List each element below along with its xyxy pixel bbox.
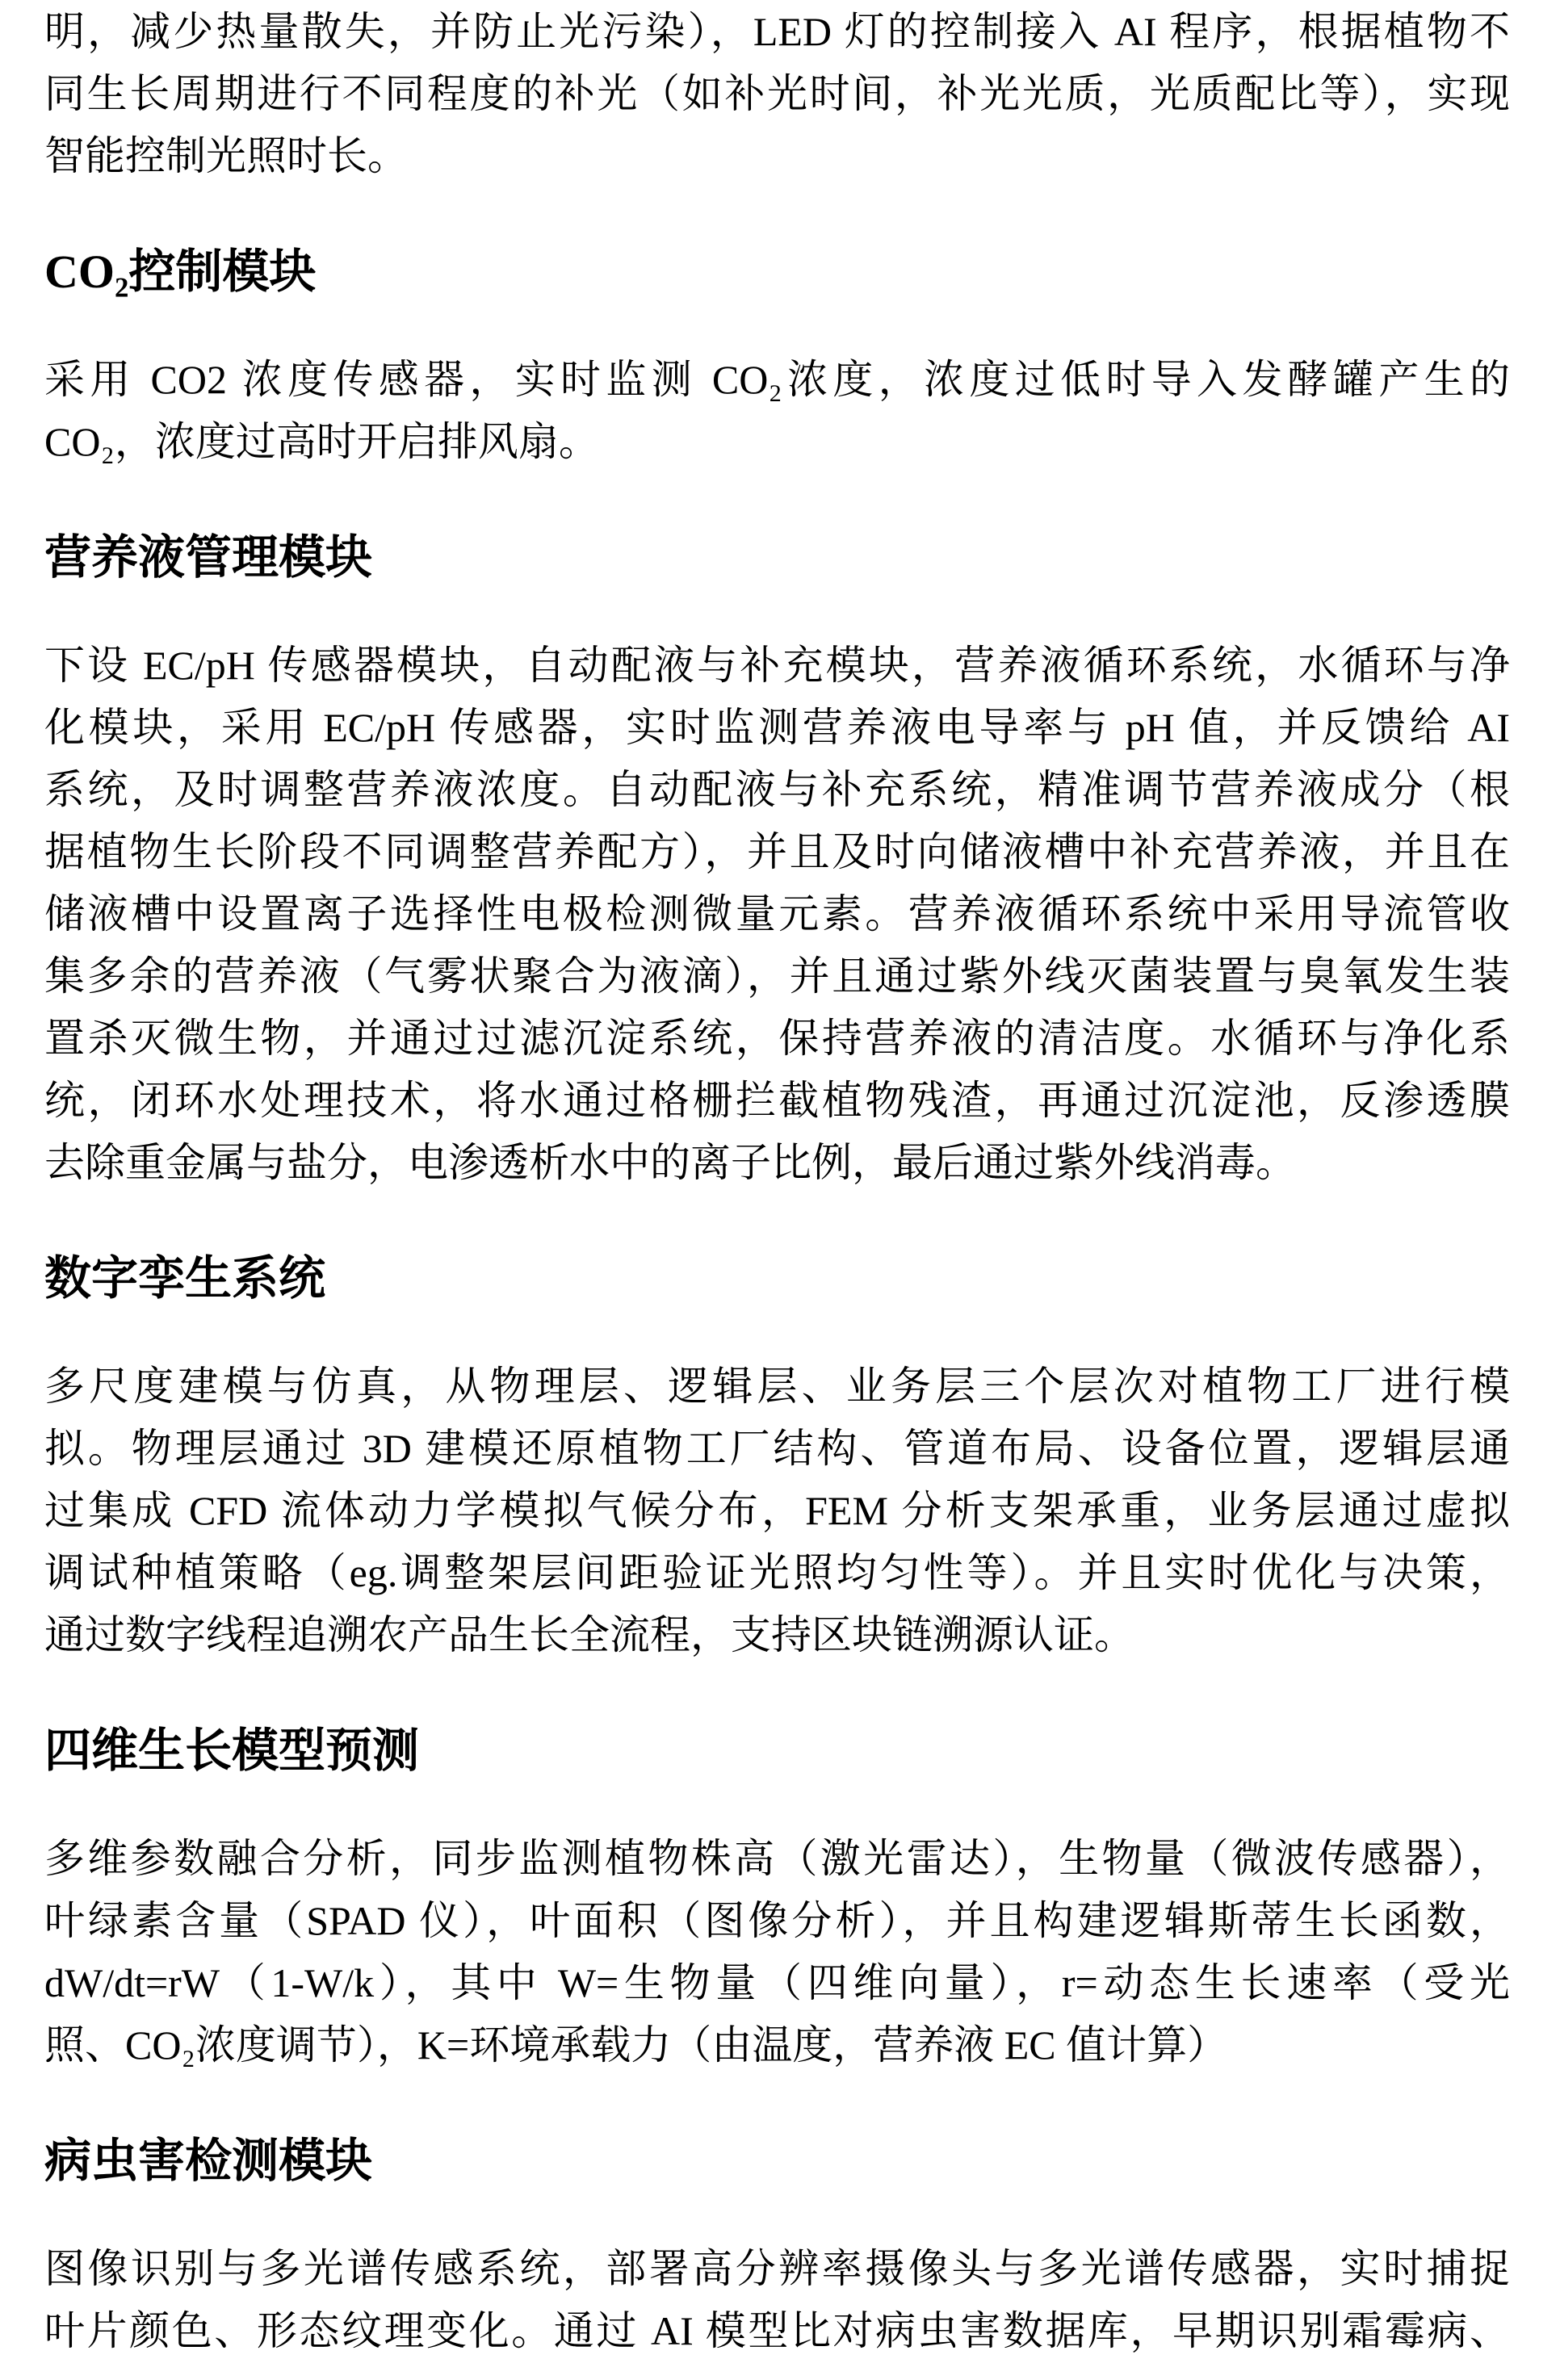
text-line: 叶片颜色、形态纹理变化。通过 AI 模型比对病虫害数据库，早期识别霜霉病、 xyxy=(44,2308,1510,2353)
text-line: 置杀灭微生物，并通过过滤沉淀系统，保持营养液的清洁度。水循环与净化系 xyxy=(44,1016,1510,1061)
paragraph-pest-detection xyxy=(44,2238,1510,2362)
paragraph-4d-growth-model xyxy=(44,1828,1510,2076)
section-heading-digital-twin: 数字孪生系统 xyxy=(44,1252,326,1305)
text-line: 统，闭环水处理技术，将水通过格栅拦截植物残渣，再通过沉淀池，反渗透膜 xyxy=(44,1078,1510,1123)
text-line: 据植物生长阶段不同调整营养配方），并且及时向储液槽中补充营养液，并且在 xyxy=(44,829,1510,874)
section-heading-4d-growth-model: 四维生长模型预测 xyxy=(44,1724,420,1777)
text-line: dW/dt=rW（1-W/k），其中 W=生物量（四维向量），r=动态生长速率（受光 xyxy=(44,1960,1510,2005)
text-line: 过集成 CFD 流体动力学模拟气候分布，FEM 分析支架承重，业务层通过虚拟 xyxy=(44,1488,1510,1533)
text-line: 多维参数融合分析，同步监测植物株高（激光雷达），生物量（微波传感器）， xyxy=(44,1836,1510,1881)
section-heading-pest-detection: 病虫害检测模块 xyxy=(44,2135,373,2187)
paragraph-lighting-control xyxy=(44,1,1510,187)
text-line: 叶绿素含量（SPAD 仪），叶面积（图像分析），并且构建逻辑斯蒂生长函数， xyxy=(44,1898,1510,1943)
section-heading-nutrient-management: 营养液管理模块 xyxy=(44,531,373,584)
paragraph-nutrient-management xyxy=(44,635,1510,1194)
section-heading-co2-control: CO₂控制模块 xyxy=(44,245,317,298)
paragraph-digital-twin xyxy=(44,1356,1510,1666)
text-line: 同生长周期进行不同程度的补光（如补光时间，补光光质，光质配比等），实现 xyxy=(44,71,1510,116)
text-line: 采用 CO2 浓度传感器，实时监测 CO₂浓度，浓度过低时导入发酵罐产生的 xyxy=(44,357,1510,402)
text-line: CO₂，浓度过高时开启排风扇。 xyxy=(44,419,599,464)
paragraph-co2-control xyxy=(44,349,1510,473)
text-line: 图像识别与多光谱传感系统，部署高分辨率摄像头与多光谱传感器，实时捕捉 xyxy=(44,2246,1510,2291)
text-line: 通过数字线程追溯农产品生长全流程，支持区块链溯源认证。 xyxy=(44,1612,1134,1657)
text-line: 多尺度建模与仿真，从物理层、逻辑层、业务层三个层次对植物工厂进行模 xyxy=(44,1364,1510,1409)
text-line: 调试种植策略（eg.调整架层间距验证光照均匀性等）。并且实时优化与决策， xyxy=(44,1550,1510,1595)
text-line: 化模块，采用 EC/pH 传感器，实时监测营养液电导率与 pH 值，并反馈给 AI xyxy=(44,705,1510,750)
text-line: 照、CO₂浓度调节），K=环境承载力（由温度，营养液 EC 值计算） xyxy=(44,2022,1228,2068)
text-line: 明，减少热量散失，并防止光污染），LED 灯的控制接入 AI 程序，根据植物不 xyxy=(44,9,1510,54)
text-line: 系统，及时调整营养液浓度。自动配液与补充系统，精准调节营养液成分（根 xyxy=(44,767,1510,812)
text-line: 智能控制光照时长。 xyxy=(44,133,408,178)
text-line: 集多余的营养液（气雾状聚合为液滴），并且通过紫外线灭菌装置与臭氧发生装 xyxy=(44,953,1510,999)
text-line: 去除重金属与盐分，电渗透析水中的离子比例，最后通过紫外线消毒。 xyxy=(44,1140,1296,1185)
text-line: 下设 EC/pH 传感器模块，自动配液与补充模块，营养液循环系统，水循环与净 xyxy=(44,643,1510,688)
text-line: 拟。物理层通过 3D 建模还原植物工厂结构、管道布局、设备位置，逻辑层通 xyxy=(44,1426,1510,1471)
text-line: 储液槽中设置离子选择性电极检测微量元素。营养液循环系统中采用导流管收 xyxy=(44,891,1510,936)
